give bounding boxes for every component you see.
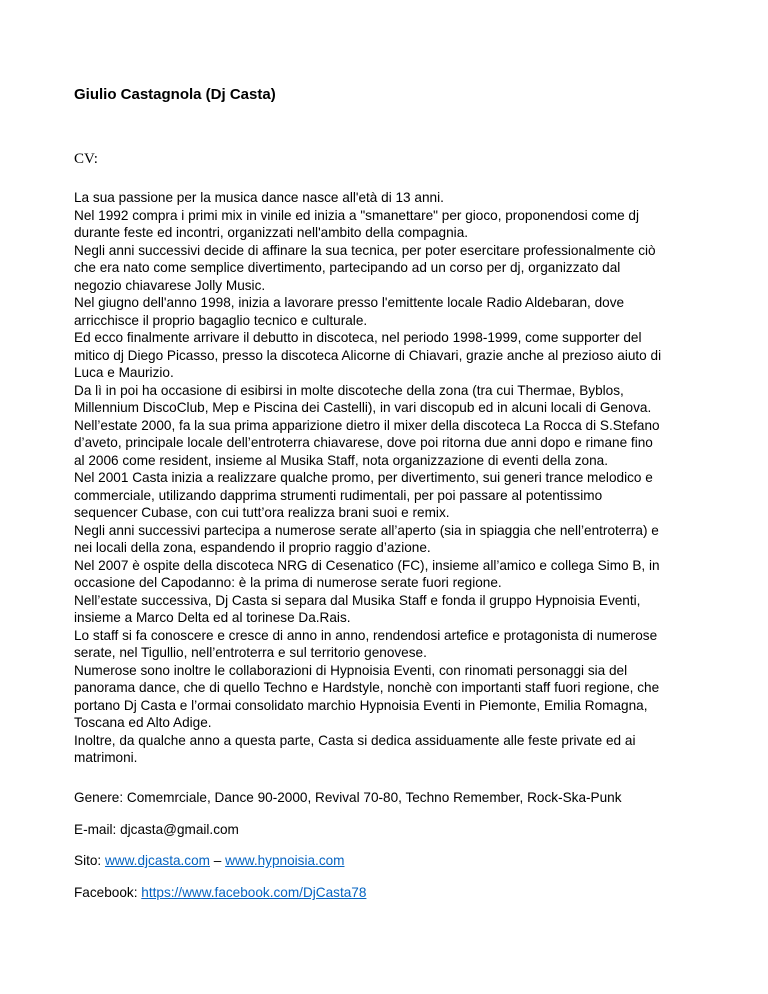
sito-label: Sito:	[74, 853, 105, 868]
bio-line: Da lì in poi ha occasione di esibirsi in molte discoteche della zona (tra cui Thermae, Byblos,	[74, 382, 624, 398]
bio-line: Negli anni successivi decide di affinare la sua tecnica, per poter esercitare professionalmente ciò	[74, 242, 656, 258]
bio-line: Nel 2001 Casta inizia a realizzare qualche promo, per divertimento, sui generi trance melodico e	[74, 470, 653, 485]
document-title: Giulio Castagnola (Dj Casta)	[74, 86, 276, 103]
bio-line: serate, nel Tigullio, nell’entroterra e sul territorio genovese.	[74, 645, 427, 660]
bio-line: Numerose sono inoltre le collaborazioni di Hypnoisia Eventi, con rinomati personaggi sia del	[74, 662, 628, 678]
bio-line: Ed ecco finalmente arrivare il debutto in discoteca, nel periodo 1998-1999, come supporter del	[74, 330, 642, 345]
bio-line: negozio chiavarese Jolly Music.	[74, 277, 266, 293]
bio-line: Nell’estate 2000, fa la sua prima apparizione dietro il mixer della discoteca La Rocca di S.Stefano	[74, 417, 660, 433]
bio-line: Millennium DiscoClub, Mep e Piscina dei Castelli), in vari discopub ed in alcuni locali di Genova.	[74, 400, 652, 415]
hypnoisia-link[interactable]: www.hypnoisia.com	[225, 853, 345, 868]
bio-line: Inoltre, da qualche anno a questa parte, Casta si dedica assiduamente alle feste private ed ai	[74, 732, 636, 748]
bio-line: Nell’estate successiva, Dj Casta si separa dal Musika Staff e fonda il gruppo Hypnoisia Eventi,	[74, 592, 641, 608]
djcasta-link[interactable]: www.djcasta.com	[104, 853, 210, 868]
bio-line: occasione del Capodanno: è la prima di numerose serate fuori regione.	[74, 575, 502, 590]
bio-line: Luca e Maurizio.	[74, 365, 174, 380]
bio-line: Nel 2007 è ospite della discoteca NRG di Cesenatico (FC), insieme all’amico e collega Simo B, in	[74, 557, 660, 573]
bio-line: Lo staff si fa conoscere e cresce di anno in anno, rendendosi artefice e protagonista di numerose	[74, 627, 658, 643]
bio-line: Toscana ed Alto Adige.	[74, 715, 212, 730]
facebook-line	[74, 884, 366, 902]
sito-line	[74, 852, 345, 870]
bio-line: panorama dance, che di quello Techno e Hardstyle, nonchè con importanti staff fuori regione, che	[74, 680, 660, 695]
bio-line: al 2006 come resident, insieme al Musika Staff, nota organizzazione di eventi della zona.	[74, 452, 608, 468]
bio-line: portano Dj Casta e l’ormai consolidato marchio Hypnoisia Eventi in Piemonte, Emilia Romagna,	[74, 697, 648, 713]
bio-line: matrimoni.	[74, 750, 138, 765]
bio-line: La sua passione per la musica dance nasce all'età di 13 anni.	[74, 190, 444, 205]
bio-line: insieme a Marco Delta ed al torinese Da.Rais.	[74, 610, 351, 625]
bio-text	[74, 189, 714, 767]
bio-line: sequencer Cubase, con cui tutt’ora realizza brani suoi e remix.	[74, 505, 450, 520]
bio-line: durante feste ed incontri, organizzati nell'ambito della compagnia.	[74, 225, 469, 240]
email-line: E-mail: djcasta@gmail.com	[74, 822, 239, 837]
bio-line: che era nato come semplice divertimento, partecipando ad un corso per dj, organizzato dal	[74, 260, 621, 275]
bio-line: arricchisce il proprio bagaglio tecnico e culturale.	[74, 312, 368, 328]
bio-line: d’aveto, principale locale dell’entroterra chiavarese, dove poi ritorna due anni dopo e rimane fino	[74, 435, 653, 450]
bio-line: commerciale, utilizando dapprima strumenti rudimentali, per poi passare al potentissimo	[74, 487, 603, 503]
bio-line: mitico dj Diego Picasso, presso la discoteca Alicorne di Chiavari, grazie anche al prezioso aiuto di	[74, 347, 662, 363]
sito-separator: –	[210, 853, 226, 868]
bio-line: Negli anni successivi partecipa a numerose serate all’aperto (sia in spiaggia che nell’entroterra) e	[74, 522, 659, 538]
bio-line: nei locali della zona, espandendo il proprio raggio d’azione.	[74, 540, 431, 555]
facebook-link[interactable]: https://www.facebook.com/DjCasta78	[141, 885, 367, 900]
facebook-label: Facebook:	[74, 885, 142, 900]
genere-line: Genere: Comemrciale, Dance 90-2000, Revival 70-80, Techno Remember, Rock-Ska-Punk	[74, 790, 622, 805]
cv-label: CV:	[74, 151, 98, 167]
bio-line: Nel giugno dell'anno 1998, inizia a lavorare presso l'emittente locale Radio Aldebaran, dove	[74, 295, 625, 310]
bio-line: Nel 1992 compra i primi mix in vinile ed inizia a "smanettare" per gioco, proponendosi come dj	[74, 207, 640, 223]
